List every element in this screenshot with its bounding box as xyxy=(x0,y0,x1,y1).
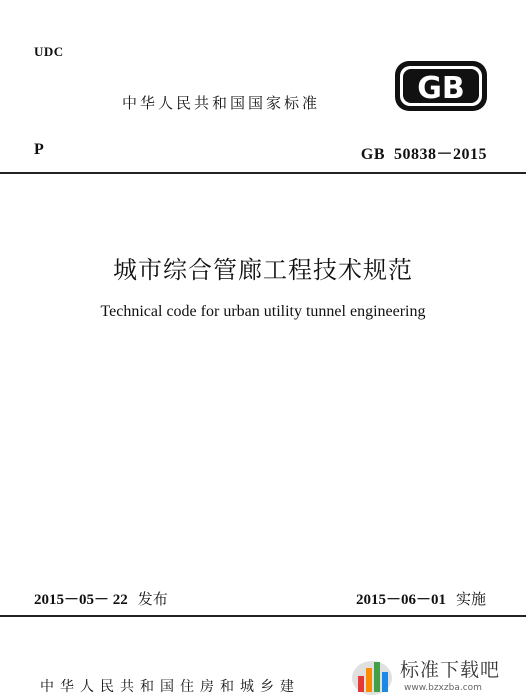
implement-date: 2015－06－01 xyxy=(355,592,446,608)
bar-chart-logo-icon xyxy=(350,654,394,696)
watermark[interactable] xyxy=(344,650,526,700)
udc-label: UDC xyxy=(34,44,64,59)
issue-label: 发布 xyxy=(137,590,168,608)
gb-logo xyxy=(395,61,487,111)
issuer-heading: 中华人民共和国国家标准 xyxy=(122,94,321,112)
title-chinese: 城市综合管廊工程技术规范 xyxy=(113,256,413,284)
implement-label: 实施 xyxy=(455,590,486,608)
issue-date: 2015－05－ 22 xyxy=(34,592,128,608)
gb-logo-text: GB xyxy=(417,71,465,106)
classification-code: P xyxy=(34,141,44,158)
standard-number: GB 50838－2015 xyxy=(360,146,487,163)
watermark-name: 标准下载吧 xyxy=(400,659,501,681)
bottom-divider xyxy=(0,615,526,617)
watermark-url[interactable]: www.bzxzba.com xyxy=(404,683,482,693)
top-divider xyxy=(0,172,526,174)
ministry-name: 中华人民共和国住房和城乡建 xyxy=(40,679,300,695)
issue-date-line xyxy=(34,588,168,609)
title-english: Technical code for urban utility tunnel engineering xyxy=(100,303,426,320)
implement-date-line xyxy=(356,588,486,609)
